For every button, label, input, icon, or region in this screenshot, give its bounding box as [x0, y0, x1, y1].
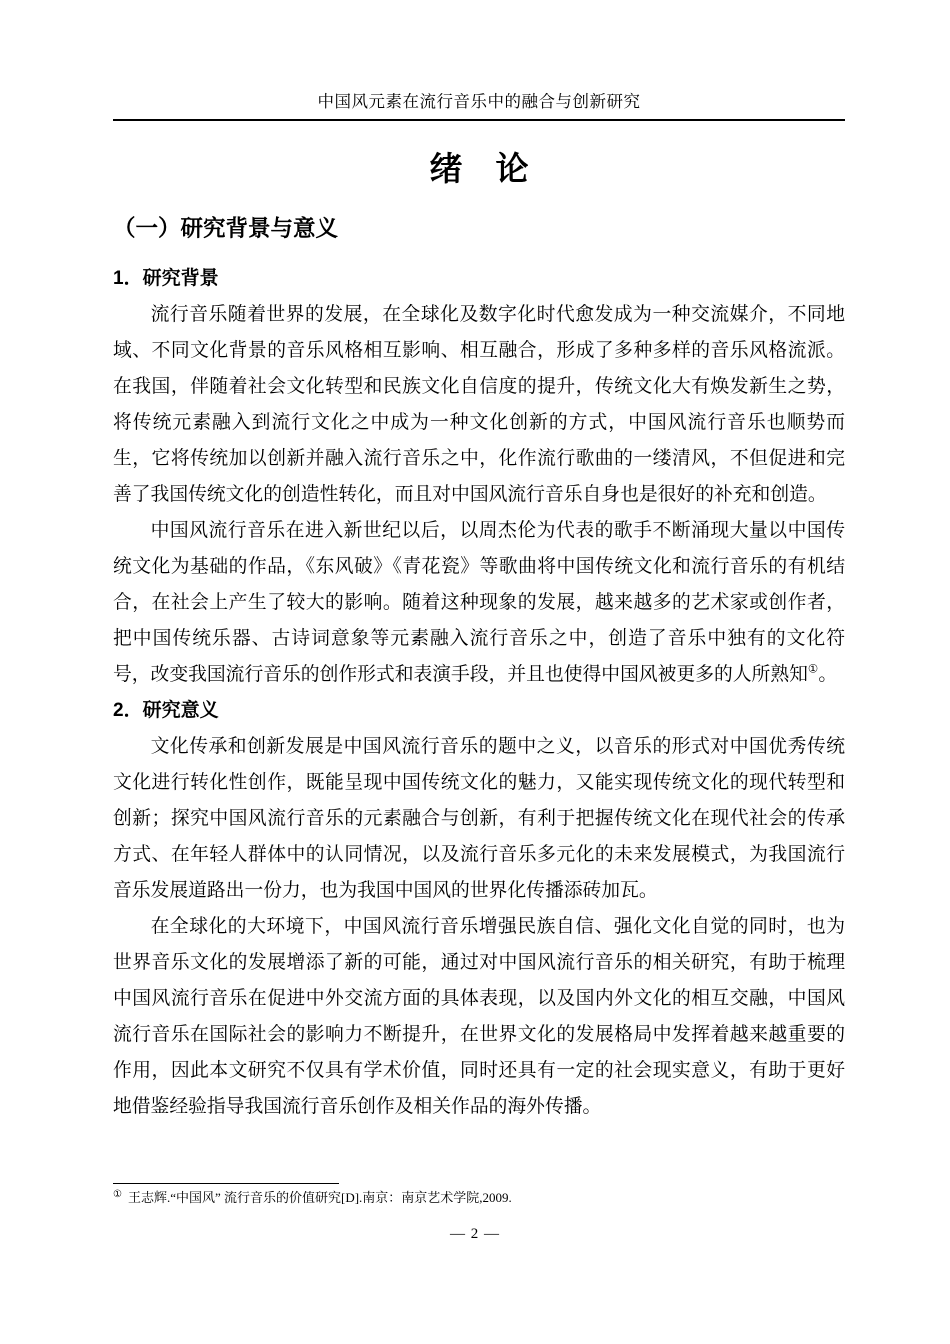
paragraph [113, 729, 845, 909]
footnote-divider [113, 1183, 339, 1184]
subsection-heading-research-significance: 2．研究意义 [113, 699, 219, 721]
footnote-marker: ① [113, 1188, 122, 1200]
section-heading: （一）研究背景与意义 [113, 215, 339, 241]
page-number: — 2 — [450, 1226, 500, 1242]
paragraph-text-tail: 。 [818, 663, 838, 685]
paragraph [113, 297, 845, 513]
paragraph-text: 文化传承和创新发展是中国风流行音乐的题中之义，以音乐的形式对中国优秀传统文化进行转化性创作，既能呈现中国传统文化的魅力，又能实现传统文化的现代转型和创新；探究中国风流行音乐的元素融合与创新，有利于把握传统文化在现代社会的传承方式、在年轻人群体中的认同情况，以及流行音乐多元化的未来发展模式，为我国流行音乐发展道路出一份力，也为我国中国风的世界化传播添砖加瓦。 [113, 735, 845, 901]
page-header [113, 92, 845, 121]
document-body [113, 147, 845, 1125]
footnote-text: 王志辉.“中国风” 流行音乐的价值研究[D].南京：南京艺术学院,2009. [127, 1190, 512, 1205]
footnote [113, 1189, 845, 1207]
paragraph-text: 流行音乐随着世界的发展，在全球化及数字化时代愈发成为一种交流媒介，不同地域、不同文化背景的音乐风格相互影响、相互融合，形成了多种多样的音乐风格流派。在我国，伴随着社会文化转型和民族文化自信度的提升，传统文化大有焕发新生之势，将传统元素融入到流行文化之中成为一种文化创新的方式，中国风流行音乐也顺势而生，它将传统加以创新并融入流行音乐之中，化作流行歌曲的一缕清风，不但促进和完善了我国传统文化的创造性转化，而且对中国风流行音乐自身也是很好的补充和创造。 [113, 303, 845, 505]
running-header-title: 中国风元素在流行音乐中的融合与创新研究 [113, 92, 845, 121]
paragraph [113, 513, 845, 693]
paragraph-text: 中国风流行音乐在进入新世纪以后，以周杰伦为代表的歌手不断涌现大量以中国传统文化为基础的作品，《东风破》《青花瓷》等歌曲将中国传统文化和流行音乐的有机结合，在社会上产生了较大的影响。随着这种现象的发展，越来越多的艺术家或创作者，把中国传统乐器、古诗词意象等元素融入流行音乐之中，创造了音乐中独有的文化符号，改变我国流行音乐的创作形式和表演手段，并且也使得中国风被更多的人所熟知 [113, 519, 845, 685]
subsection-heading-research-background: 1．研究背景 [113, 267, 219, 289]
paragraph [113, 909, 845, 1125]
footnote-reference-marker: ① [807, 662, 819, 676]
page-title: 绪 论 [429, 150, 529, 187]
footnote-section [113, 1183, 845, 1207]
paragraph-text: 在全球化的大环境下，中国风流行音乐增强民族自信、强化文化自觉的同时，也为世界音乐文化的发展增添了新的可能，通过对中国风流行音乐的相关研究，有助于梳理中国风流行音乐在促进中外交流方面的具体表现，以及国内外文化的相互交融，中国风流行音乐在国际社会的影响力不断提升，在世界文化的发展格局中发挥着越来越重要的作用，因此本文研究不仅具有学术价值，同时还具有一定的社会现实意义，有助于更好地借鉴经验指导我国流行音乐创作及相关作品的海外传播。 [113, 915, 845, 1117]
